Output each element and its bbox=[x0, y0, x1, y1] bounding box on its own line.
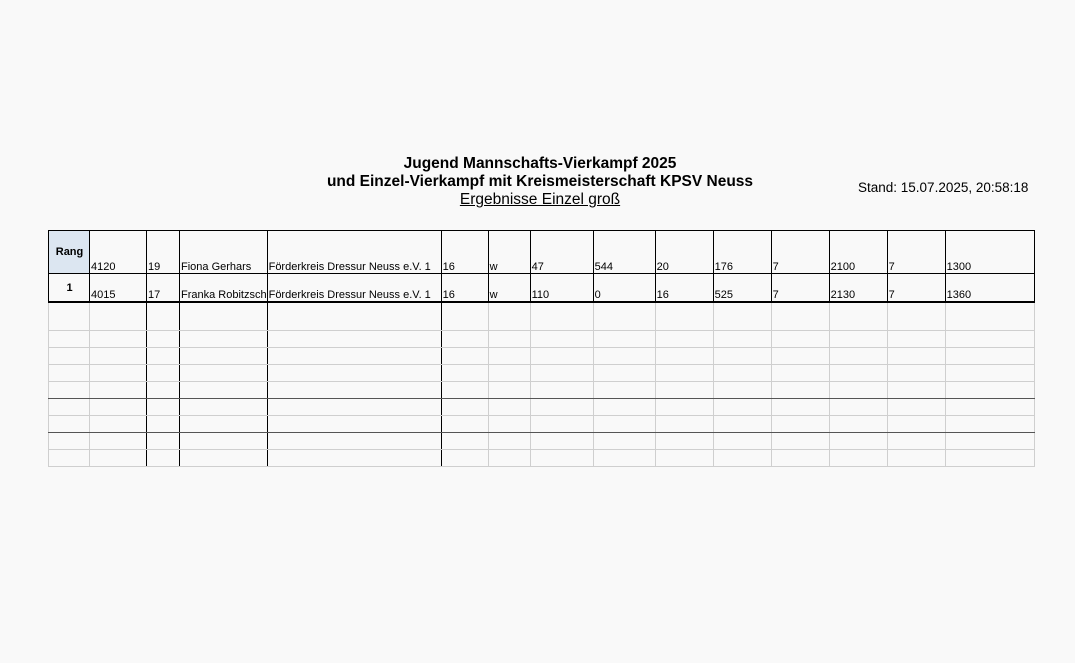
empty-cell bbox=[49, 365, 90, 382]
empty-cell bbox=[147, 399, 180, 416]
empty-cell bbox=[655, 416, 713, 433]
table-cell: 544 bbox=[593, 231, 655, 274]
table-cell: Franka Robitzsch bbox=[180, 274, 268, 303]
empty-cell bbox=[655, 365, 713, 382]
empty-cell bbox=[530, 365, 593, 382]
empty-cell bbox=[771, 416, 829, 433]
empty-cell bbox=[829, 433, 887, 450]
empty-cell bbox=[180, 348, 268, 365]
empty-cell bbox=[829, 399, 887, 416]
empty-cell bbox=[49, 348, 90, 365]
empty-cell bbox=[530, 399, 593, 416]
table-cell: 7 bbox=[887, 231, 945, 274]
empty-cell bbox=[655, 302, 713, 331]
empty-cell bbox=[180, 382, 268, 399]
empty-cell bbox=[488, 450, 530, 467]
empty-cell bbox=[887, 433, 945, 450]
empty-cell bbox=[945, 416, 1034, 433]
table-row bbox=[49, 231, 1035, 274]
empty-cell bbox=[713, 382, 771, 399]
empty-cell bbox=[147, 331, 180, 348]
empty-cell bbox=[829, 302, 887, 331]
table-cell: 2100 bbox=[829, 231, 887, 274]
table-cell: 7 bbox=[771, 274, 829, 303]
empty-cell bbox=[147, 365, 180, 382]
empty-cell bbox=[593, 399, 655, 416]
empty-cell bbox=[267, 416, 441, 433]
table-cell: 0 bbox=[593, 274, 655, 303]
empty-cell bbox=[180, 450, 268, 467]
empty-cell bbox=[713, 348, 771, 365]
empty-row bbox=[49, 416, 1035, 433]
table-cell: 16 bbox=[441, 231, 488, 274]
empty-cell bbox=[180, 302, 268, 331]
empty-cell bbox=[771, 365, 829, 382]
empty-cell bbox=[887, 331, 945, 348]
empty-cell bbox=[530, 382, 593, 399]
empty-cell bbox=[147, 416, 180, 433]
empty-cell bbox=[945, 365, 1034, 382]
empty-cell bbox=[887, 416, 945, 433]
empty-cell bbox=[593, 348, 655, 365]
empty-cell bbox=[488, 416, 530, 433]
empty-cell bbox=[713, 450, 771, 467]
empty-row bbox=[49, 450, 1035, 467]
empty-cell bbox=[49, 302, 90, 331]
empty-cell bbox=[90, 331, 147, 348]
empty-cell bbox=[713, 331, 771, 348]
table-cell: 16 bbox=[441, 274, 488, 303]
rang-header: Rang bbox=[49, 231, 90, 274]
empty-cell bbox=[945, 302, 1034, 331]
empty-cell bbox=[655, 382, 713, 399]
empty-cell bbox=[267, 348, 441, 365]
empty-row bbox=[49, 399, 1035, 416]
empty-cell bbox=[441, 399, 488, 416]
empty-cell bbox=[147, 433, 180, 450]
empty-cell bbox=[713, 302, 771, 331]
empty-cell bbox=[49, 331, 90, 348]
empty-cell bbox=[441, 433, 488, 450]
empty-cell bbox=[90, 450, 147, 467]
empty-cell bbox=[488, 382, 530, 399]
empty-cell bbox=[887, 450, 945, 467]
empty-cell bbox=[530, 433, 593, 450]
empty-cell bbox=[441, 450, 488, 467]
empty-cell bbox=[655, 331, 713, 348]
empty-cell bbox=[488, 399, 530, 416]
empty-cell bbox=[180, 331, 268, 348]
empty-cell bbox=[267, 331, 441, 348]
empty-cell bbox=[147, 302, 180, 331]
table-cell: 7 bbox=[887, 274, 945, 303]
table-cell: 1300 bbox=[945, 231, 1034, 274]
table-cell: 4015 bbox=[90, 274, 147, 303]
empty-cell bbox=[945, 399, 1034, 416]
empty-cell bbox=[887, 382, 945, 399]
empty-cell bbox=[180, 399, 268, 416]
empty-cell bbox=[945, 348, 1034, 365]
empty-cell bbox=[441, 416, 488, 433]
empty-cell bbox=[713, 433, 771, 450]
empty-cell bbox=[147, 382, 180, 399]
results-table bbox=[48, 230, 1035, 467]
empty-cell bbox=[267, 382, 441, 399]
title-line-2: und Einzel-Vierkampf mit Kreismeisterschaft KPSV Neuss bbox=[326, 173, 754, 190]
table-cell: 525 bbox=[713, 274, 771, 303]
empty-cell bbox=[945, 450, 1034, 467]
empty-cell bbox=[593, 416, 655, 433]
empty-cell bbox=[771, 450, 829, 467]
table-cell: 7 bbox=[771, 231, 829, 274]
table-cell: 1360 bbox=[945, 274, 1034, 303]
empty-cell bbox=[771, 331, 829, 348]
empty-cell bbox=[829, 348, 887, 365]
empty-cell bbox=[945, 433, 1034, 450]
empty-cell bbox=[887, 302, 945, 331]
empty-cell bbox=[829, 450, 887, 467]
empty-cell bbox=[267, 433, 441, 450]
empty-cell bbox=[655, 399, 713, 416]
empty-cell bbox=[593, 382, 655, 399]
empty-cell bbox=[593, 450, 655, 467]
empty-row bbox=[49, 348, 1035, 365]
empty-cell bbox=[267, 365, 441, 382]
table-cell: Förderkreis Dressur Neuss e.V. 1 bbox=[267, 231, 441, 274]
empty-cell bbox=[49, 450, 90, 467]
empty-cell bbox=[49, 382, 90, 399]
title-line-3: Ergebnisse Einzel groß bbox=[459, 191, 621, 208]
empty-cell bbox=[530, 416, 593, 433]
empty-cell bbox=[530, 450, 593, 467]
empty-cell bbox=[147, 348, 180, 365]
empty-cell bbox=[180, 433, 268, 450]
empty-cell bbox=[267, 302, 441, 331]
empty-cell bbox=[593, 331, 655, 348]
table-cell: w bbox=[488, 231, 530, 274]
empty-row bbox=[49, 382, 1035, 399]
title-line-1: Jugend Mannschafts-Vierkampf 2025 bbox=[403, 155, 677, 172]
table-cell: w bbox=[488, 274, 530, 303]
empty-cell bbox=[441, 331, 488, 348]
empty-cell bbox=[530, 348, 593, 365]
empty-cell bbox=[887, 399, 945, 416]
empty-cell bbox=[593, 365, 655, 382]
table-cell: Fiona Gerhars bbox=[180, 231, 268, 274]
table-cell: 2130 bbox=[829, 274, 887, 303]
empty-cell bbox=[441, 382, 488, 399]
empty-cell bbox=[90, 302, 147, 331]
empty-cell bbox=[655, 433, 713, 450]
empty-cell bbox=[180, 416, 268, 433]
table-cell: 4120 bbox=[90, 231, 147, 274]
empty-cell bbox=[655, 348, 713, 365]
table-cell: 47 bbox=[530, 231, 593, 274]
empty-cell bbox=[829, 382, 887, 399]
empty-cell bbox=[713, 416, 771, 433]
table-cell: Förderkreis Dressur Neuss e.V. 1 bbox=[267, 274, 441, 303]
empty-cell bbox=[945, 331, 1034, 348]
empty-cell bbox=[90, 399, 147, 416]
empty-cell bbox=[90, 382, 147, 399]
table-cell: 16 bbox=[655, 274, 713, 303]
empty-cell bbox=[488, 331, 530, 348]
empty-cell bbox=[771, 302, 829, 331]
empty-cell bbox=[488, 348, 530, 365]
empty-cell bbox=[771, 382, 829, 399]
empty-cell bbox=[147, 450, 180, 467]
empty-cell bbox=[180, 365, 268, 382]
table-row bbox=[49, 274, 1035, 303]
empty-cell bbox=[441, 302, 488, 331]
empty-cell bbox=[488, 365, 530, 382]
table-cell: 110 bbox=[530, 274, 593, 303]
empty-cell bbox=[771, 348, 829, 365]
empty-cell bbox=[887, 365, 945, 382]
empty-cell bbox=[593, 433, 655, 450]
empty-cell bbox=[441, 348, 488, 365]
empty-cell bbox=[713, 399, 771, 416]
empty-cell bbox=[441, 365, 488, 382]
empty-cell bbox=[488, 433, 530, 450]
rang-cell: 1 bbox=[49, 274, 90, 303]
empty-cell bbox=[49, 399, 90, 416]
empty-cell bbox=[90, 365, 147, 382]
empty-cell bbox=[829, 331, 887, 348]
empty-rows bbox=[49, 302, 1035, 467]
empty-cell bbox=[829, 416, 887, 433]
empty-row bbox=[49, 302, 1035, 331]
empty-cell bbox=[49, 433, 90, 450]
empty-cell bbox=[267, 399, 441, 416]
empty-cell bbox=[887, 348, 945, 365]
empty-cell bbox=[655, 450, 713, 467]
empty-cell bbox=[530, 331, 593, 348]
empty-cell bbox=[530, 302, 593, 331]
table-cell: 17 bbox=[147, 274, 180, 303]
empty-cell bbox=[488, 302, 530, 331]
empty-cell bbox=[771, 399, 829, 416]
empty-cell bbox=[90, 348, 147, 365]
empty-cell bbox=[713, 365, 771, 382]
empty-cell bbox=[90, 416, 147, 433]
empty-row bbox=[49, 433, 1035, 450]
table-cell: 19 bbox=[147, 231, 180, 274]
empty-cell bbox=[267, 450, 441, 467]
empty-cell bbox=[593, 302, 655, 331]
timestamp: Stand: 15.07.2025, 20:58:18 bbox=[858, 180, 1029, 195]
table-cell: 20 bbox=[655, 231, 713, 274]
empty-row bbox=[49, 365, 1035, 382]
empty-cell bbox=[945, 382, 1034, 399]
empty-cell bbox=[829, 365, 887, 382]
empty-cell bbox=[90, 433, 147, 450]
table-cell: 176 bbox=[713, 231, 771, 274]
empty-cell bbox=[49, 416, 90, 433]
empty-cell bbox=[771, 433, 829, 450]
empty-row bbox=[49, 331, 1035, 348]
